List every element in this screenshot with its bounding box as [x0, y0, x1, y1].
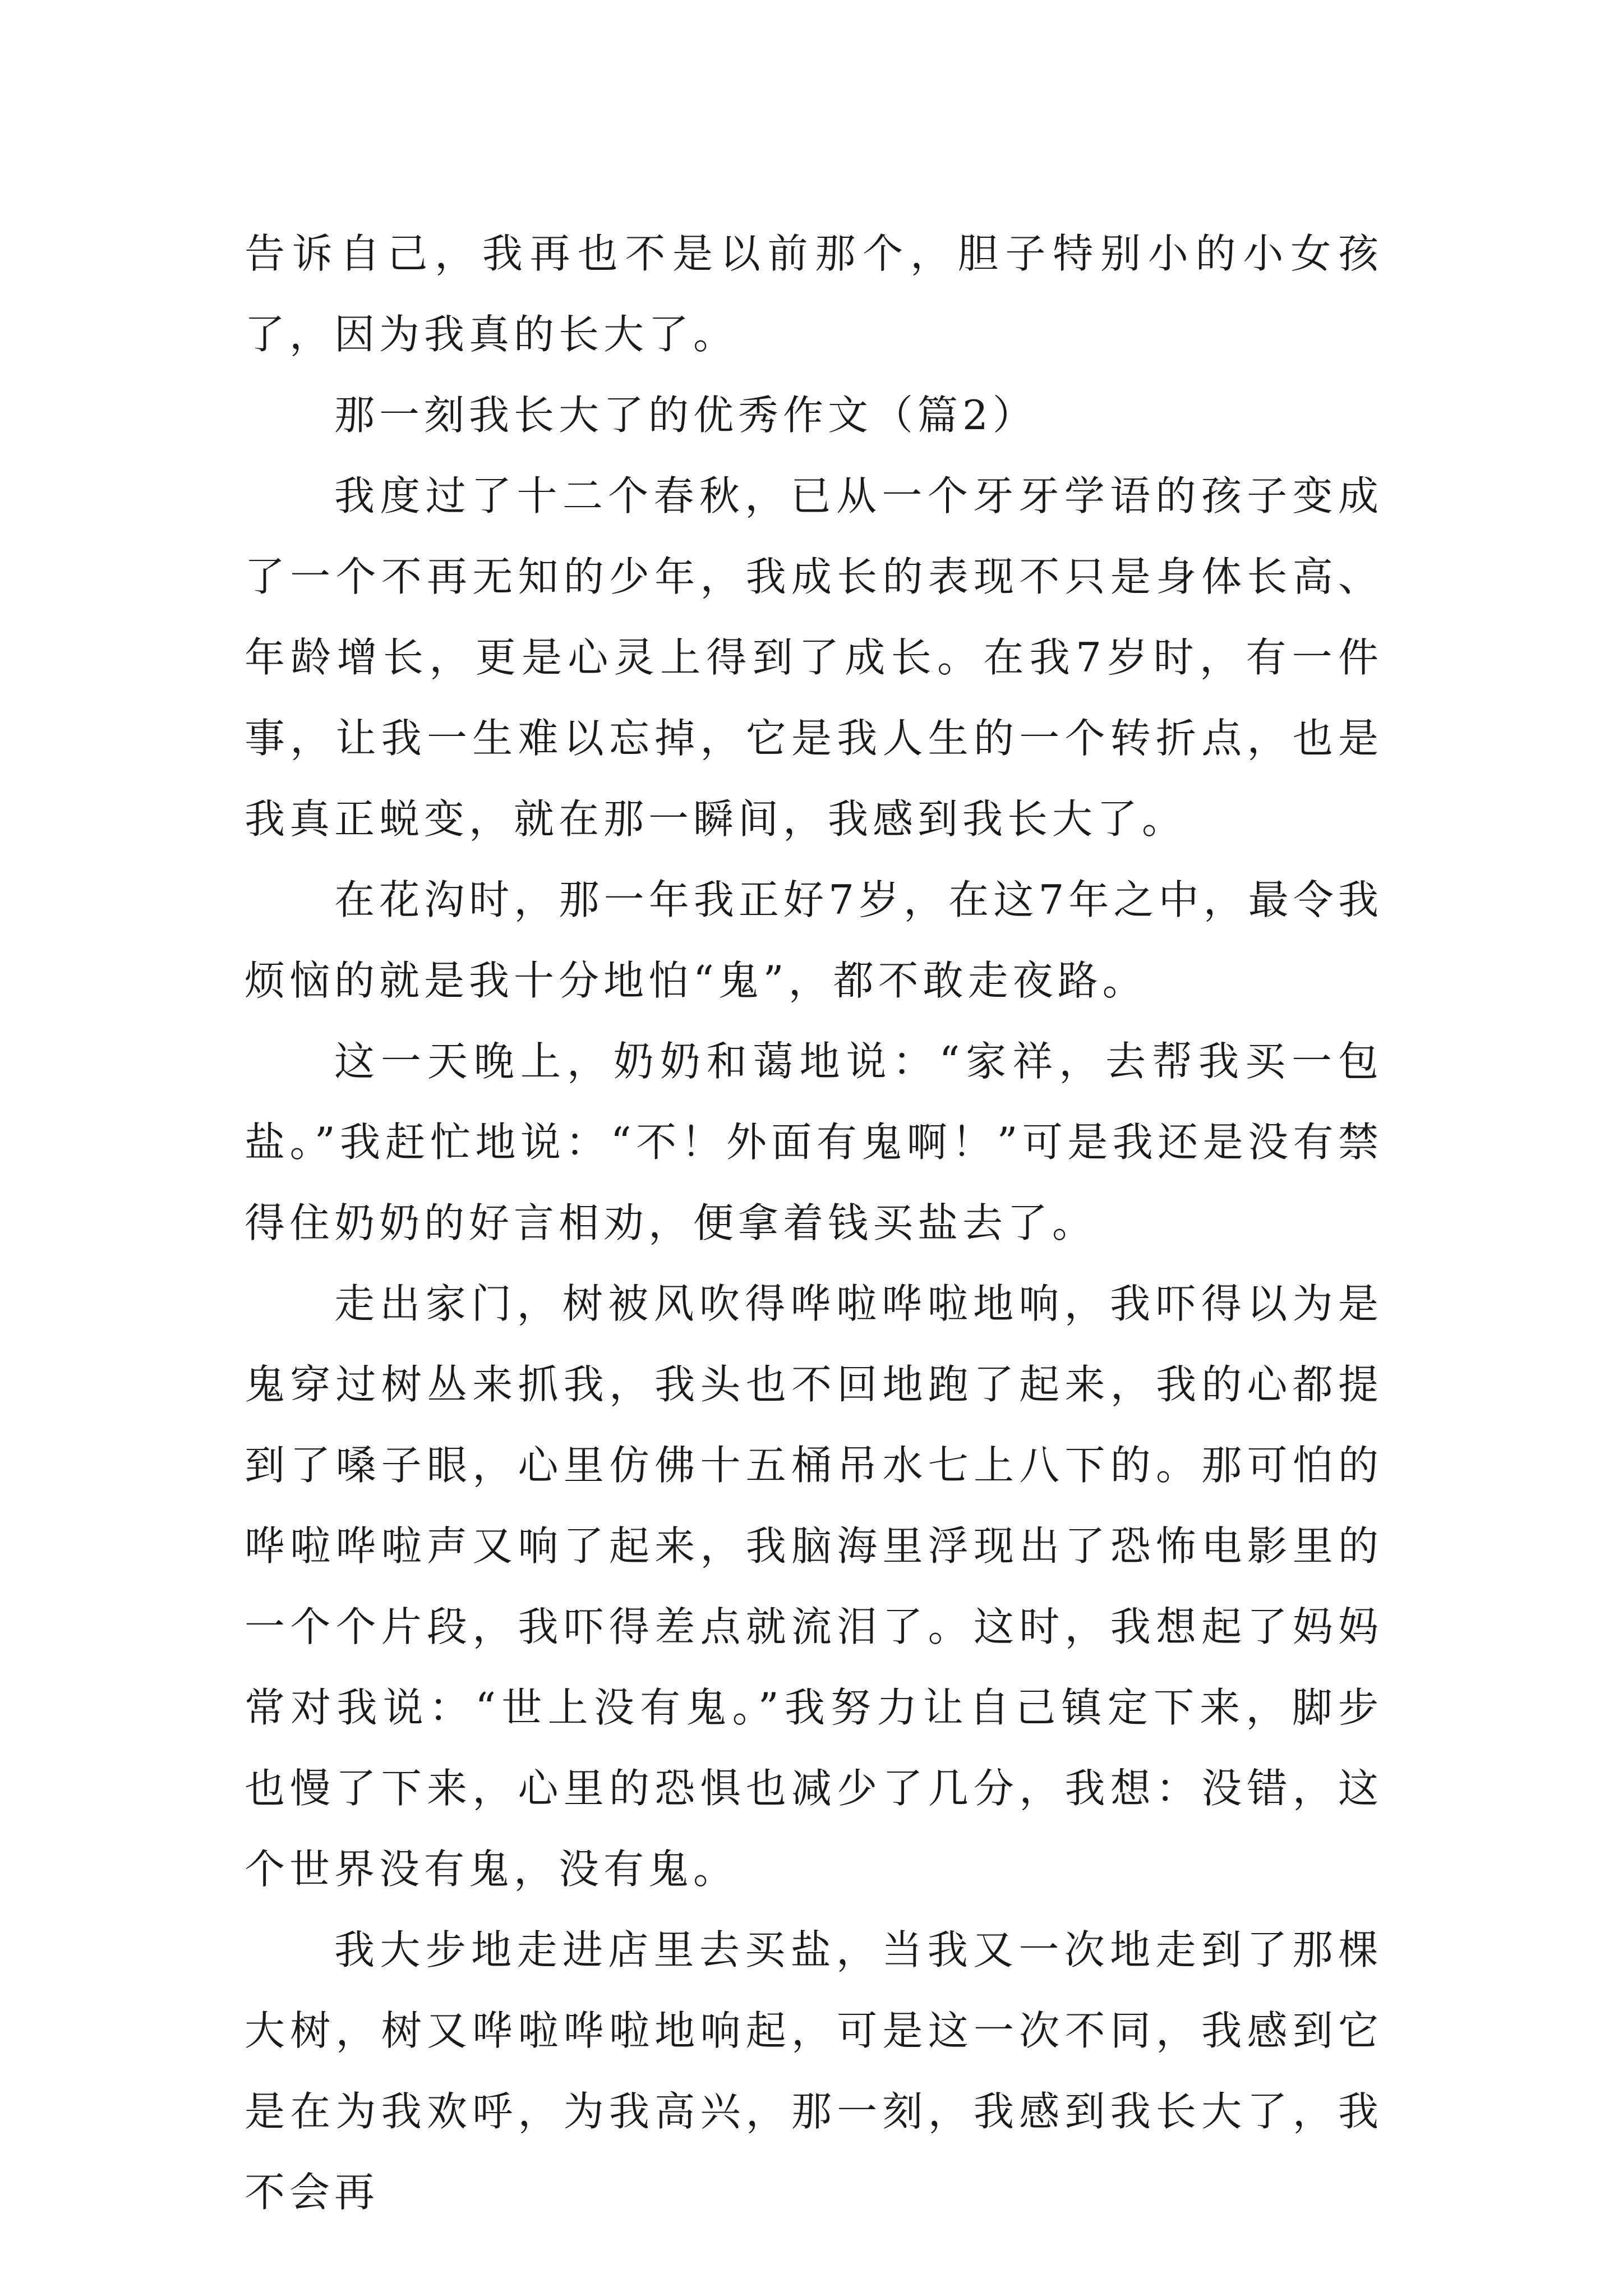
paragraph-6: 我大步地走进店里去买盐，当我又一次地走到了那棵大树，树又哗啦哗啦地响起，可是这一次不同，我感到它是在为我欢呼，为我高兴，那一刻，我感到我长大了，我不会再	[245, 1926, 1383, 2216]
paragraph-1: 告诉自己，我再也不是以前那个，胆子特别小的小女孩了，因为我真的长大了。	[245, 230, 1383, 358]
paragraph-2: 我度过了十二个春秋，已从一个牙牙学语的孩子变成了一个不再无知的少年，我成长的表现不只是身体长高、年龄增长，更是心灵上得到了成长。在我7岁时，有一件事，让我一生难以忘掉，它是我人生的一个转折点，也是我真正蜕变，就在那一瞬间，我感到我长大了。	[245, 472, 1383, 843]
document-body	[245, 213, 1383, 2233]
paragraph-5: 走出家门，树被风吹得哗啦哗啦地响，我吓得以为是鬼穿过树丛来抓我，我头也不回地跑了起来，我的心都提到了嗓子眼，心里仿佛十五桶吊水七上八下的。那可怕的哗啦哗啦声又响了起来，我脑海里浮现出了恐怖电影里的一个个片段，我吓得差点就流泪了。这时，我想起了妈妈常对我说：“世上没有鬼。”我努力让自己镇定下来，脚步也慢了下来，心里的恐惧也减少了几分，我想：没错，这个世界没有鬼，没有鬼。	[245, 1280, 1383, 1893]
section-heading: 那一刻我长大了的优秀作文（篇2）	[334, 392, 1038, 439]
paragraph-3: 在花沟时，那一年我正好7岁，在这7年之中，最令我烦恼的就是我十分地怕“鬼”，都不敢走夜路。	[245, 876, 1383, 1004]
paragraph-4: 这一天晚上，奶奶和蔼地说：“家祥，去帮我买一包盐。”我赶忙地说：“不！外面有鬼啊！”可是我还是没有禁得住奶奶的好言相劝，便拿着钱买盐去了。	[245, 1038, 1383, 1246]
